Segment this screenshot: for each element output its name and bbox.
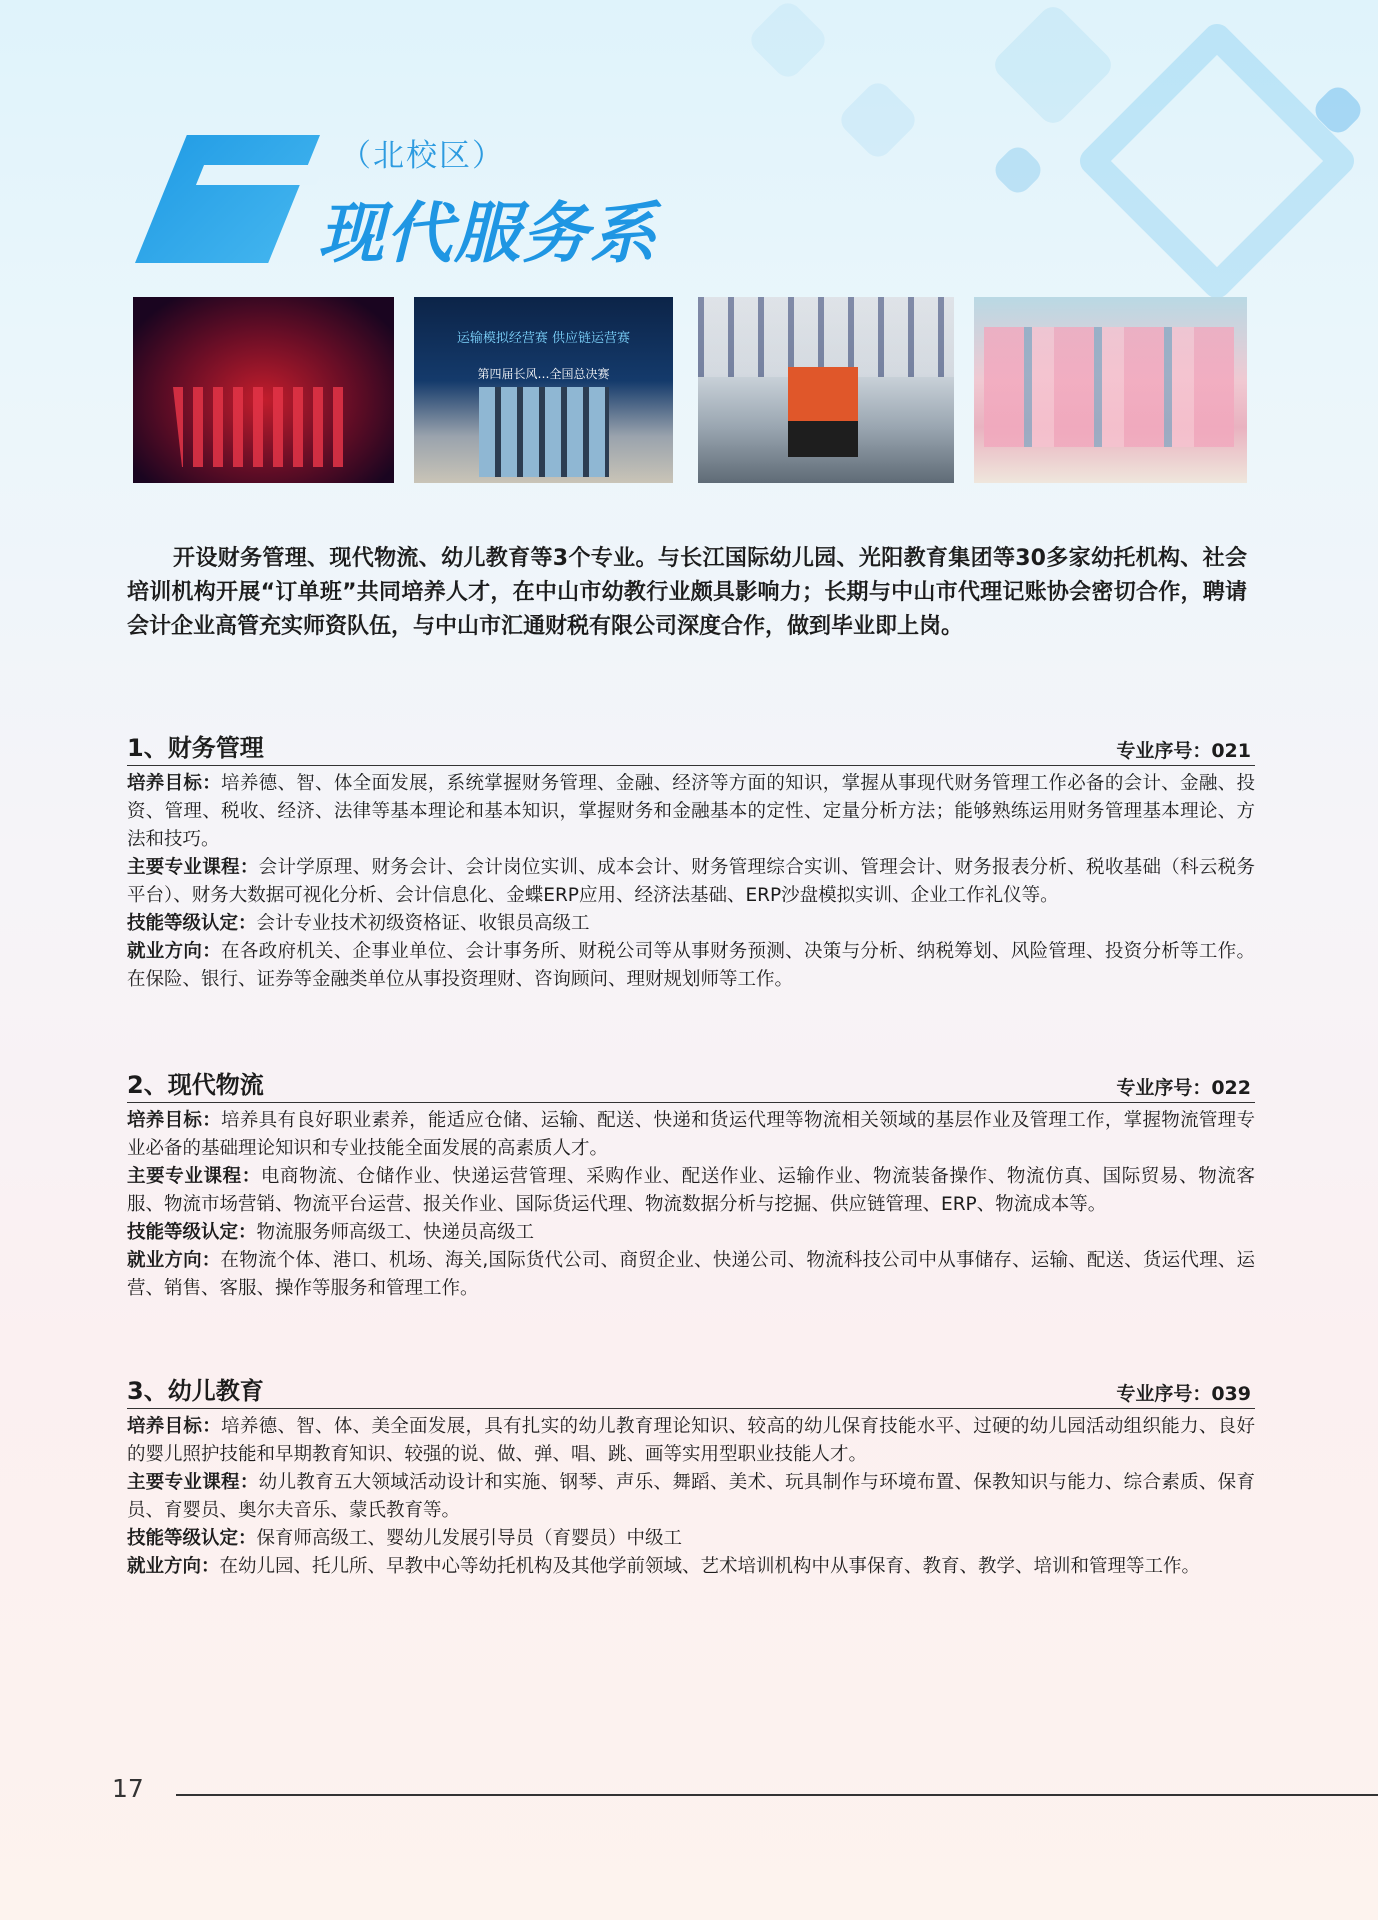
header-parallelogram-graphic	[135, 135, 320, 263]
decor-diamond-outline	[1074, 18, 1360, 304]
training-goal	[127, 770, 1255, 854]
decor-diamond	[836, 78, 921, 163]
section-header	[127, 735, 1255, 766]
main-courses	[127, 854, 1255, 910]
photo-warehouse-forklift	[698, 297, 954, 483]
training-goal	[127, 1413, 1255, 1469]
section-header	[127, 1072, 1255, 1103]
main-courses-label: 主要专业课程：	[127, 1166, 261, 1187]
department-title: 现代服务系	[318, 195, 658, 272]
skill-certification	[127, 1525, 1255, 1553]
employment-direction-text: 在幼儿园、托儿所、早教中心等幼托机构及其他学前领域、艺术培训机构中从事保育、教育、教学、培训和管理等工作。	[219, 1556, 1201, 1577]
section-title: 2、现代物流	[127, 1071, 264, 1099]
dancers-figures	[173, 367, 353, 467]
skill-certification	[127, 1219, 1255, 1247]
major-code: 专业序号：039	[1116, 1383, 1251, 1405]
skill-certification-text: 保育师高级工、婴幼儿发展引导员（育婴员）中级工	[256, 1528, 683, 1549]
main-courses-label: 主要专业课程：	[127, 857, 259, 878]
major-section-logistics	[127, 1072, 1255, 1303]
training-goal-text: 培养德、智、体、美全面发展，具有扎实的幼儿教育理论知识、较高的幼儿保育技能水平、过硬的幼儿园活动组织能力、良好的婴儿照护技能和早期教育知识、较强的说、做、弹、唱、跳、画等实用型职业技能人才。	[127, 1416, 1255, 1465]
training-goal-text: 培养德、智、体全面发展，系统掌握财务管理、金融、经济等方面的知识，掌握从事现代财务管理工作必备的会计、金融、投资、管理、税收、经济、法律等基本理论和基本知识，掌握财务和金融基本的定性、定量分析方法；能够熟练运用财务管理基本理论、方法和技巧。	[127, 773, 1255, 850]
employment-direction-text: 在各政府机关、企事业单位、会计事务所、财税公司等从事财务预测、决策与分析、纳税筹划、风险管理、投资分析等工作。在保险、银行、证券等金融类单位从事投资理财、咨询顾问、理财规划师等工作。	[127, 941, 1255, 990]
page-number: 17	[112, 1774, 144, 1803]
header-graphic-cut	[196, 165, 324, 185]
main-courses	[127, 1469, 1255, 1525]
training-goal	[127, 1107, 1255, 1163]
decor-diamond	[746, 0, 831, 82]
students-group	[479, 387, 609, 477]
main-courses-text: 幼儿教育五大领域活动设计和实施、钢琴、声乐、舞蹈、美术、玩具制作与环境布置、保教知识与能力、综合素质、保育员、育婴员、奥尔夫音乐、蒙氏教育等。	[127, 1472, 1255, 1521]
warehouse-racks	[698, 297, 954, 377]
skill-certification	[127, 910, 1255, 938]
training-goal-label: 培养目标：	[127, 773, 222, 794]
intro-paragraph: 开设财务管理、现代物流、幼儿教育等3个专业。与长江国际幼儿园、光阳教育集团等30多家幼托机构、社会培训机构开展“订单班”共同培养人才，在中山市幼教行业颇具影响力；长期与中山市代理记账协会密切合作，聘请会计企业高管充实师资队伍，与中山市汇通财税有限公司深度合作，做到毕业即上岗。	[127, 546, 1247, 639]
employment-direction-label: 就业方向：	[127, 1250, 221, 1271]
main-courses	[127, 1163, 1255, 1219]
employment-direction-label: 就业方向：	[127, 941, 222, 962]
photo-logistics-competition	[414, 297, 673, 483]
campus-label: （北校区）	[340, 138, 505, 174]
employment-direction-label: 就业方向：	[127, 1556, 220, 1577]
training-goal-label: 培养目标：	[127, 1416, 222, 1437]
employment-direction	[127, 1247, 1255, 1303]
decor-diamond	[990, 142, 1047, 199]
employment-direction	[127, 1553, 1255, 1581]
major-code: 专业序号：021	[1116, 740, 1251, 762]
training-goal-text: 培养具有良好职业素养，能适应仓储、运输、配送、快递和货运代理等物流相关领域的基层作业及管理工作，掌握物流管理专业必备的基础理论知识和专业技能全面发展的高素质人才。	[127, 1110, 1255, 1159]
students-in-aprons	[984, 327, 1234, 447]
section-title: 1、财务管理	[127, 734, 264, 762]
employment-direction-text: 在物流个体、港口、机场、海关,国际货代公司、商贸企业、快递公司、物流科技公司中从事储存、运输、配送、货运代理、运营、销售、客服、操作等服务和管理工作。	[127, 1250, 1255, 1299]
skill-certification-label: 技能等级认定：	[127, 1528, 257, 1549]
skill-certification-text: 会计专业技术初级资格证、收银员高级工	[256, 913, 590, 934]
skill-certification-label: 技能等级认定：	[127, 1222, 257, 1243]
main-courses-text: 电商物流、仓储作业、快递运营管理、采购作业、配送作业、运输作业、物流装备操作、物流仿真、国际贸易、物流客服、物流市场营销、物流平台运营、报关作业、国际货运代理、物流数据分析与挖掘、供应链管理、ERP、物流成本等。	[127, 1166, 1255, 1215]
photo-childcare-training	[974, 297, 1247, 483]
skill-certification-text: 物流服务师高级工、快递员高级工	[256, 1222, 535, 1243]
competition-banner-text: 运输模拟经营赛 供应链运营赛	[456, 331, 631, 346]
photo-dance-performance	[133, 297, 394, 483]
footer-rule	[176, 1794, 1378, 1796]
skill-certification-label: 技能等级认定：	[127, 913, 257, 934]
section-header	[127, 1378, 1255, 1409]
main-courses-label: 主要专业课程：	[127, 1472, 259, 1493]
major-code: 专业序号：022	[1116, 1077, 1251, 1099]
employment-direction	[127, 938, 1255, 994]
main-courses-text: 会计学原理、财务会计、会计岗位实训、成本会计、财务管理综合实训、管理会计、财务报表分析、税收基础（科云税务平台）、财务大数据可视化分析、会计信息化、金蝶ERP应用、经济法基础、ERP沙盘模拟实训、企业工作礼仪等。	[127, 857, 1255, 906]
decor-diamond	[989, 1, 1116, 128]
training-goal-label: 培养目标：	[127, 1110, 222, 1131]
major-section-early-education	[127, 1378, 1255, 1581]
forklift	[788, 367, 858, 457]
competition-banner-subtext: 第四届长风…全国总决赛	[477, 367, 610, 381]
section-title: 3、幼儿教育	[127, 1377, 264, 1405]
major-section-finance	[127, 735, 1255, 994]
